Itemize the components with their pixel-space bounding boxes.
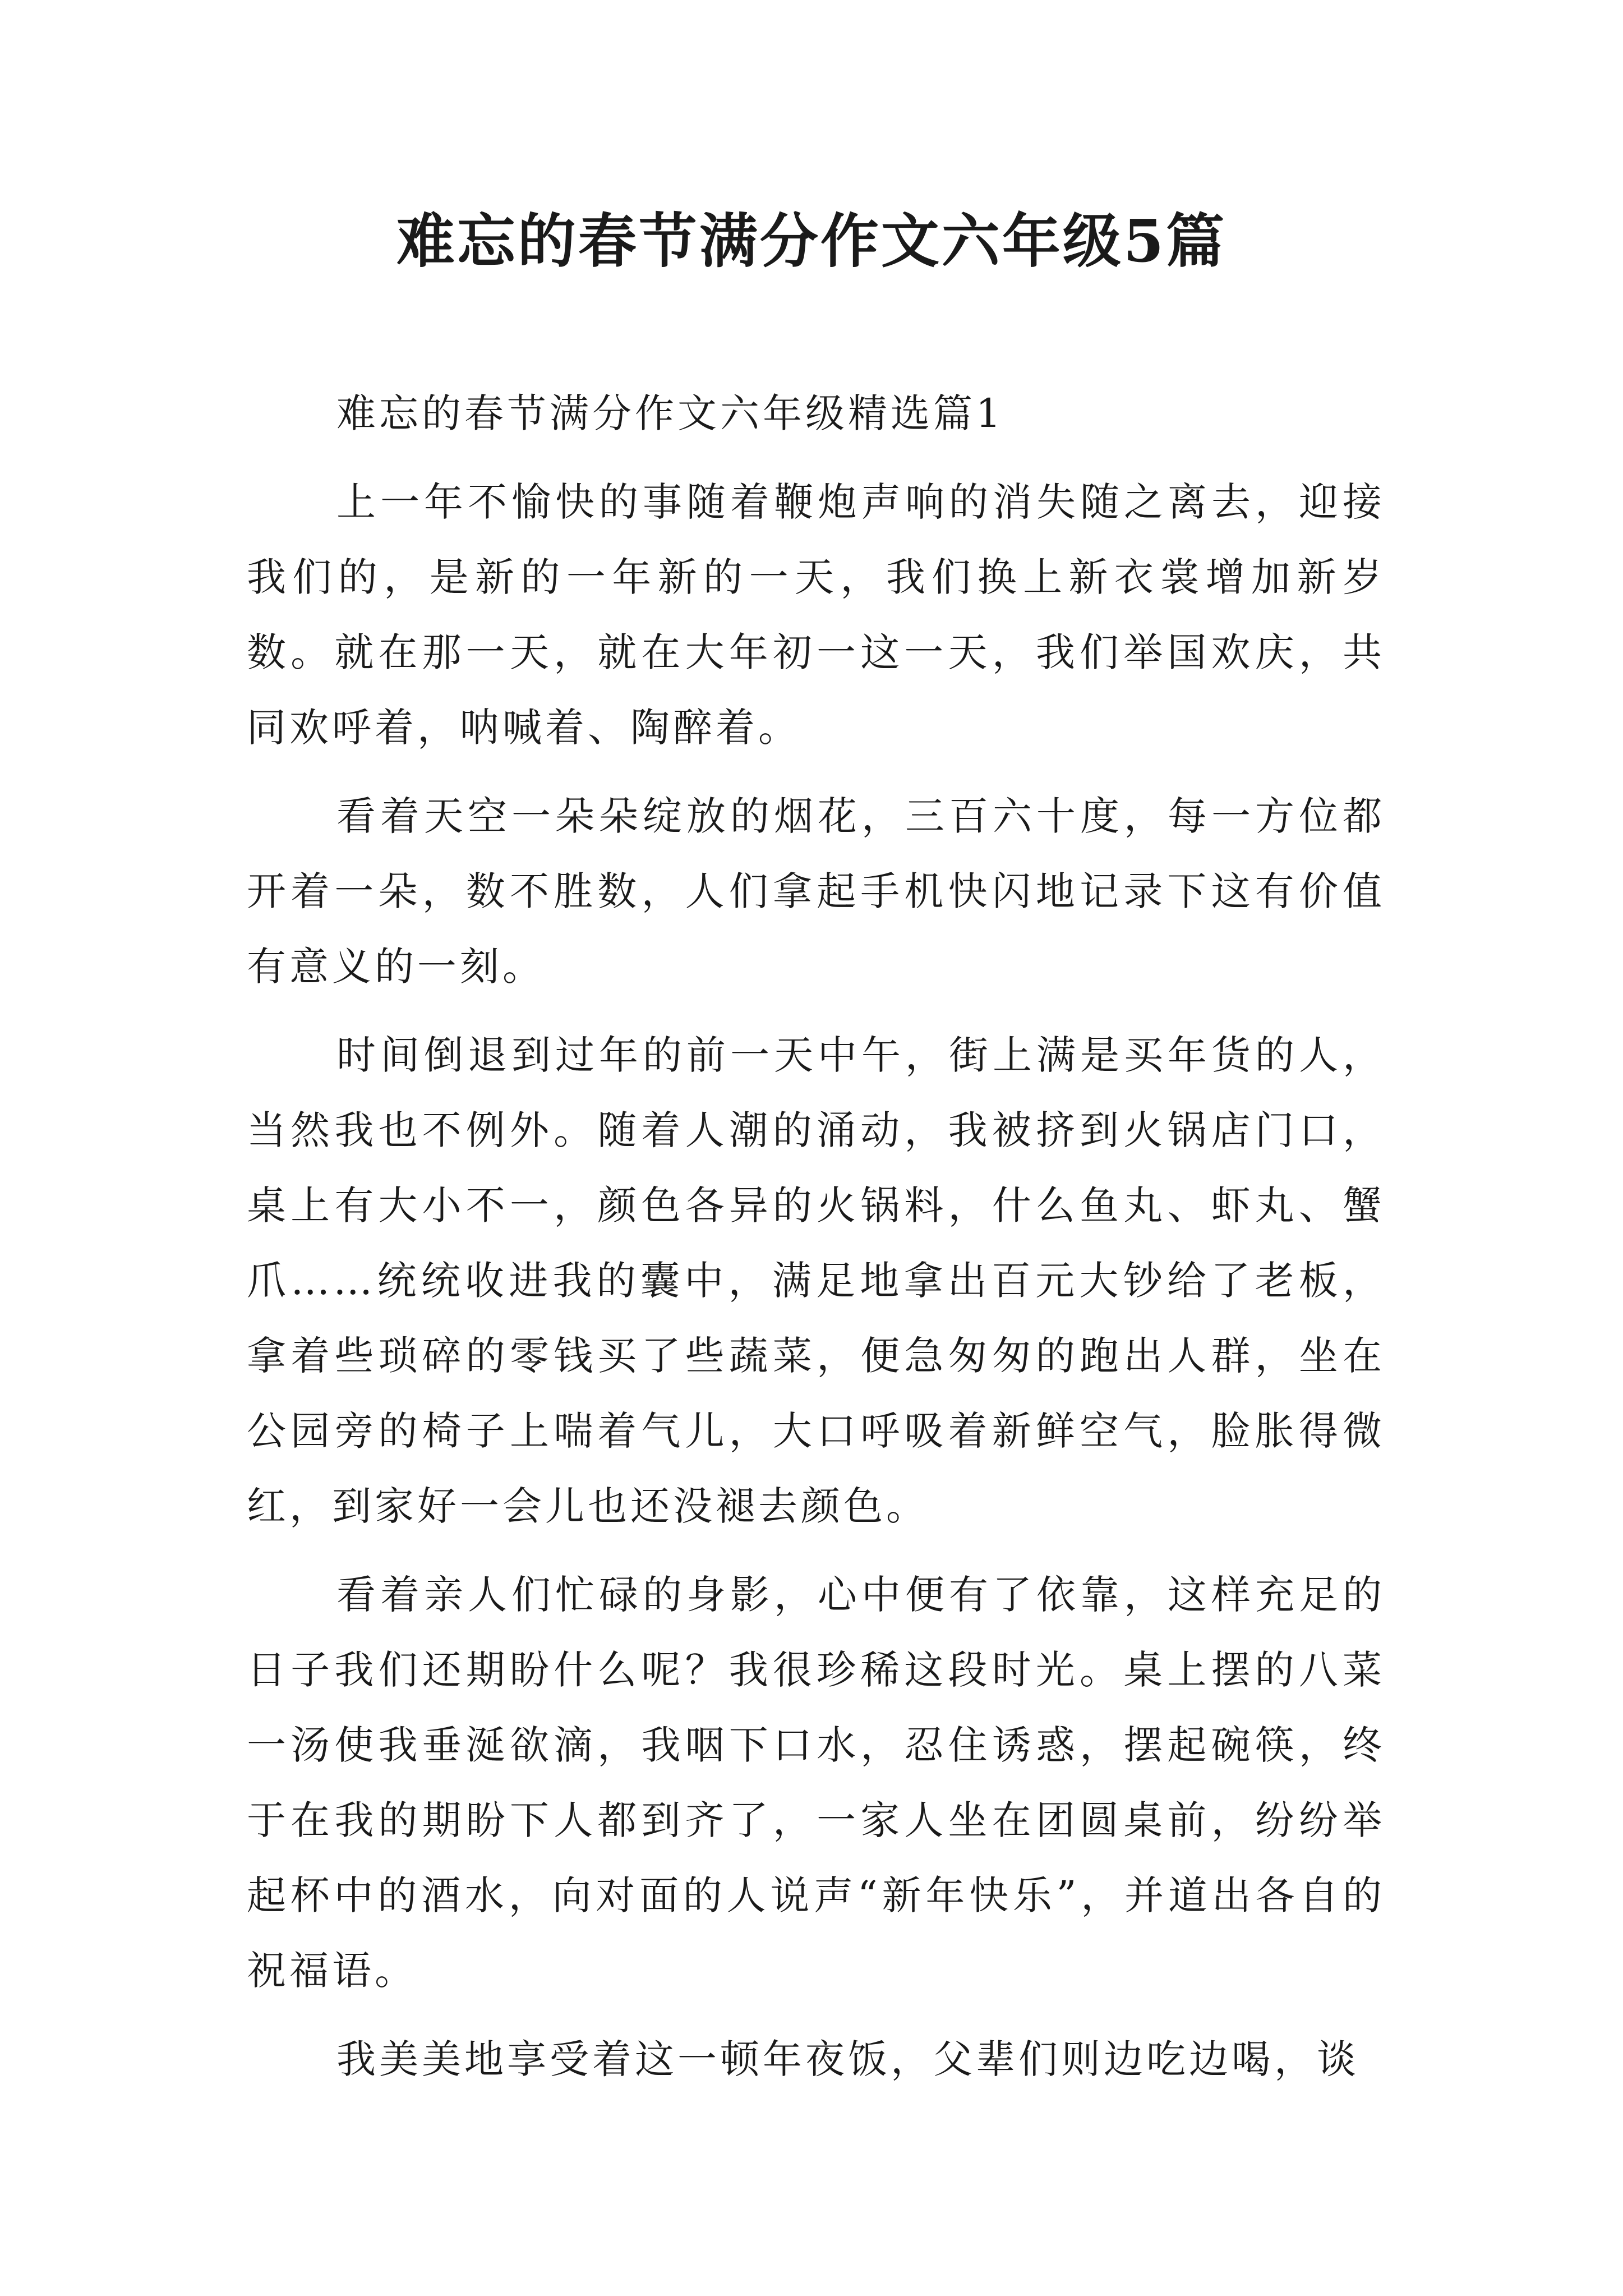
paragraph: 我美美地享受着这一顿年夜饭，父辈们则边吃边喝，谈 — [336, 2036, 1359, 2082]
paragraph: 上一年不愉快的事随着鞭炮声响的消失随之离去，迎接我们的，是新的一年新的一天，我们换上新衣裳增加新岁数。就在那一天，就在大年初一这一天，我们举国欢庆，共同欢呼着，呐喊着、陶醉着。 — [247, 479, 1385, 751]
document-title: 难忘的春节满分作文六年级5篇 — [396, 206, 1227, 275]
section-heading: 难忘的春节满分作文六年级精选篇1 — [336, 390, 1004, 436]
paragraph: 时间倒退到过年的前一天中午，街上满是买年货的人，当然我也不例外。随着人潮的涌动，我被挤到火锅店门口，桌上有大小不一，颜色各异的火锅料，什么鱼丸、虾丸、蟹爪……统统收进我的囊中，满足地拿出百元大钞给了老板，拿着些琐碎的零钱买了些蔬菜，便急匆匆的跑出人群，坐在公园旁的椅子上喘着气儿，大口呼吸着新鲜空气，脸胀得微红，到家好一会儿也还没褪去颜色。 — [247, 1032, 1385, 1529]
paragraph: 看着亲人们忙碌的身影，心中便有了依靠，这样充足的日子我们还期盼什么呢？我很珍稀这段时光。桌上摆的八菜一汤使我垂涎欲滴，我咽下口水，忍住诱惑，摆起碗筷，终于在我的期盼下人都到齐了，一家人坐在团圆桌前，纷纷举起杯中的酒水，向对面的人说声“新年快乐”，并道出各自的祝福语。 — [247, 1572, 1385, 1994]
paragraph: 看着天空一朵朵绽放的烟花，三百六十度，每一方位都开着一朵，数不胜数，人们拿起手机快闪地记录下这有价值有意义的一刻。 — [247, 793, 1385, 990]
document-body — [247, 376, 1385, 2110]
